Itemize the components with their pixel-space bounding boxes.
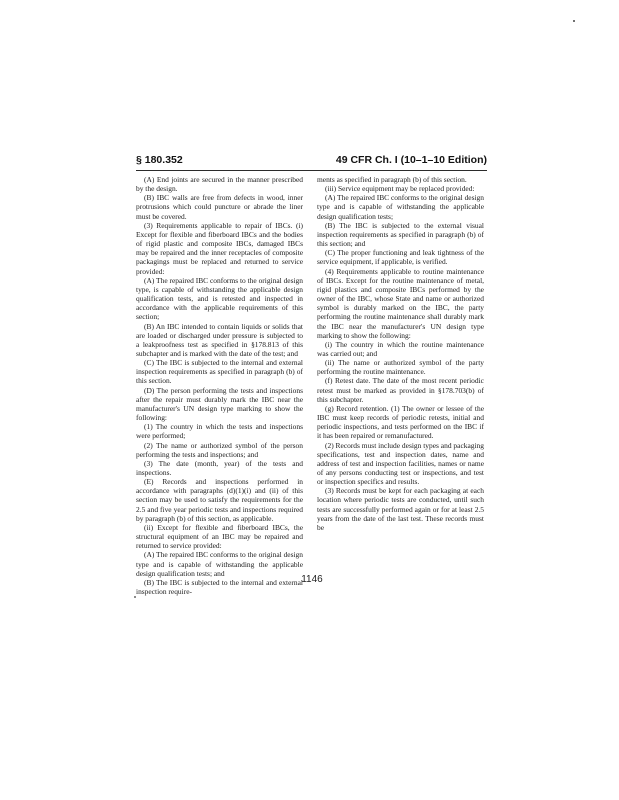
paragraph: (f) Retest date. The date of the most recent periodic retest must be marked as provided in §178.703(b) of this subchapter. [317, 376, 484, 404]
paragraph: (C) The IBC is subjected to the internal and external inspection requirements as specified in paragraph (b) of this section. [136, 358, 303, 386]
paragraph: (3) Requirements applicable to repair of IBCs. (i) Except for flexible and fiberboard IBCs and the bodies of rigid plastic and composite IBCs, damaged IBCs may be repaired and the inner receptacles of composite packagings must be replaced and returned to service provided: [136, 220, 303, 276]
paragraph: (B) An IBC intended to contain liquids or solids that are loaded or discharged under pressure is subjected to a leakproofness test as specified in §178.813 of this subchapter and is marked with the date of the test; and [136, 321, 303, 358]
paragraph: (A) The repaired IBC conforms to the original design type and is capable of withstanding the applicable design qualification tests; [317, 193, 484, 221]
paragraph: (E) Records and inspections performed in accordance with paragraphs (d)(1)(i) and (ii) of this section may be used to satisfy the requirements for the 2.5 and five year periodic tests and inspections required by paragraph (b) of this section, as applicable. [136, 477, 303, 523]
running-header [136, 154, 487, 171]
paragraph: (ii) Except for flexible and fiberboard IBCs, the structural equipment of an IBC may be repaired and returned to service provided: [136, 522, 303, 551]
paragraph: (A) The repaired IBC conforms to the original design type and is capable of withstanding the applicable design qualification tests; and [136, 550, 303, 578]
paragraph: (A) The repaired IBC conforms to the original design type, is capable of withstanding the applicable design qualification tests, and is retested and inspected in accordance with the applicable requirements of this section; [136, 275, 303, 322]
paragraph: (B) The IBC is subjected to the internal and external inspection require- [136, 577, 303, 597]
paragraph: (A) End joints are secured in the manner prescribed by the design. [136, 175, 303, 194]
paragraph: (iii) Service equipment may be replaced provided: [325, 184, 475, 194]
paragraph: (i) The country in which the routine maintenance was carried out; and [317, 339, 484, 358]
paragraph: (B) The IBC is subjected to the external visual inspection requirements as specified in paragraph (b) of this section; and [317, 220, 484, 249]
section-number: § 180.352 [136, 154, 183, 166]
paragraph: (B) IBC walls are free from defects in wood, inner protrusions which could puncture or abrade the liner must be covered. [136, 193, 303, 221]
paragraph: (D) The person performing the tests and inspections after the repair must durably mark the IBC near the manufacturer's UN design type marking to show the following: [136, 385, 303, 423]
paragraph: (3) The date (month, year) of the tests and inspections. [136, 458, 303, 477]
right-column [317, 175, 484, 569]
paragraph: (4) Requirements applicable to routine maintenance of IBCs. Except for the routine maintenance of metal, rigid plastics and composite IBCs performed by the owner of the IBC, whose State and name or authorized symbol is durably marked on the IBC, the party performing the routine maintenance shall durably mark the IBC near the manufacturer's UN design type marking to show the following: [317, 266, 484, 340]
paragraph: (1) The country in which the tests and inspections were performed; [136, 422, 303, 441]
paragraph: (2) Records must include design types and packaging specifications, test and inspection dates, name and address of test and inspection facilities, names or name of any persons conducting test or inspections, and test or inspection specifics and results. [317, 440, 484, 487]
page-number: 1146 [301, 574, 323, 585]
paragraph: (3) Records must be kept for each packaging at each location where periodic tests are conducted, until such tests are successfully performed again or for at least 2.5 years from the date of the last test. These records must be [317, 486, 484, 532]
scan-speck [134, 596, 136, 598]
left-column [136, 175, 303, 597]
scan-speck [573, 20, 575, 22]
paragraph: (2) The name or authorized symbol of the person performing the tests and inspections; and [136, 440, 303, 459]
paragraph: (g) Record retention. (1) The owner or lessee of the IBC must keep records of periodic retests, initial and periodic inspections, and tests performed on the IBC if it has been repaired or remanufactured. [317, 403, 484, 441]
paragraph: (ii) The name or authorized symbol of the party performing the routine maintenance. [317, 358, 484, 377]
paragraph: (C) The proper functioning and leak tightness of the service equipment, if applicable, is verified. [317, 248, 484, 267]
paragraph: ments as specified in paragraph (b) of this section. [317, 175, 467, 184]
cfr-title: 49 CFR Ch. I (10–1–10 Edition) [335, 154, 487, 166]
